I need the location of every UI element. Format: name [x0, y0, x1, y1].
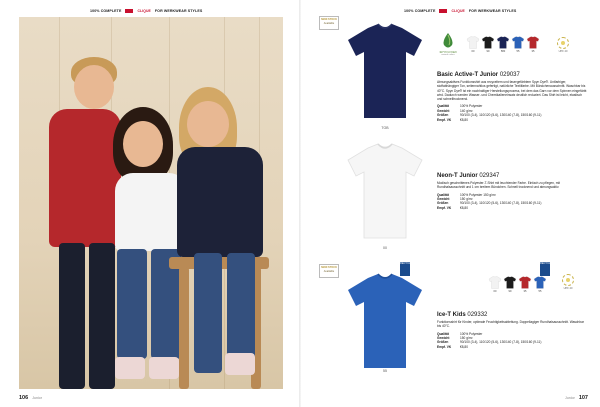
color-swatch-code: 00 [493, 290, 497, 293]
spec-key: Größen [437, 113, 449, 118]
spec-row [437, 206, 587, 210]
page-number-right: Junior 107 [565, 395, 588, 401]
spec-key: Größen [437, 340, 449, 345]
color-swatch-code: 580 [500, 50, 506, 53]
flag-icon [125, 9, 133, 14]
color-swatch[interactable] [496, 36, 510, 49]
color-swatch-codes [488, 290, 547, 293]
spec-value: €8,80 [460, 205, 468, 210]
product-specs [437, 332, 587, 350]
spec-key: Gewicht [437, 108, 450, 113]
page-number-left: 106 Junior [19, 395, 42, 401]
spec-value: €8,80 [460, 117, 468, 122]
color-swatch[interactable] [466, 36, 480, 49]
product-description: Atmungsaktives Funktionsshirt aus recyceltem und fasergefärbtem Spyn Dye®. Unifarbiger, stoffabhängiger Ton, seitennahtlos gefertigt, natürliche Textilfarbe. Mit Bündchenausschnitt. Waschbar bis 40°C. Spyn Dye® ist ein nachhaltiger Herstellungsprozess, bei dem das Garn vor dem Spinnen eingefärbt wird. Dadurch werden Wasser- und Chemikalieneinsatz deutlich reduziert. Das Shirt ist leicht, elastisch und schnelltrocknend. [437, 80, 587, 102]
page-gutter [299, 0, 301, 407]
header-brand: 100% COMPLETE [404, 9, 436, 13]
product-title: Basic Active-T Junior 029037 [437, 72, 520, 78]
sun-protection-icon [557, 37, 569, 49]
color-swatch-code: 55 [516, 50, 520, 53]
color-swatches [466, 36, 540, 49]
spec-key: Qualität [437, 104, 449, 109]
recycled-badge-icon: RECYCLED [400, 262, 410, 276]
spec-value: 140 g/m² [460, 108, 473, 113]
color-swatch[interactable] [488, 276, 502, 289]
header-mid: CLIQUE [137, 9, 151, 13]
header-brand: 100% COMPLETE [90, 9, 122, 13]
color-swatch[interactable] [518, 276, 532, 289]
color-swatch[interactable] [511, 36, 525, 49]
spyn-dyed-logo: SPYN DYED natural colour [438, 33, 458, 61]
product-ice-t-kids [437, 312, 587, 349]
color-swatch[interactable] [503, 276, 517, 289]
semi-stock-sticker: SEMI STOCK Available [319, 264, 339, 278]
product-title: Neon-T Junior 029347 [437, 173, 500, 179]
color-swatch-code: 35 [523, 290, 527, 293]
spec-key: Größen [437, 201, 449, 206]
spec-value: €8,80 [460, 344, 468, 349]
color-swatch-codes [466, 50, 540, 53]
spec-key: Empf. VK [437, 117, 452, 122]
spec-key: Gewicht [437, 336, 450, 340]
spec-row [437, 345, 587, 349]
spec-key: Qualität [437, 331, 449, 336]
color-swatch-code: 00 [471, 50, 475, 53]
color-swatch[interactable] [481, 36, 495, 49]
spec-key: Empf. VK [437, 344, 452, 349]
product-specs [437, 193, 587, 211]
header-mid: CLIQUE [451, 9, 465, 13]
header-tag: FOR WERKWEAR STYLES [468, 9, 517, 13]
flag-icon [439, 9, 447, 14]
color-swatch-code: 55 [538, 290, 542, 293]
shirt-image-white: 00 [340, 140, 430, 252]
shirt-image-navy: TOB [340, 20, 430, 132]
product-description: Funktionsshirt für Kinder, optimale Feuchtigkeitsableitung. Doppellagiger Rundhalsausschnitt. Waschbar bis 40°C. [437, 320, 584, 329]
header-tag: FOR WERKWEAR STYLES [154, 9, 203, 13]
product-title: Ice-T Kids 029332 [437, 312, 488, 318]
spec-value: 150 g/m² [460, 336, 473, 340]
color-swatch-code: 99 [486, 50, 490, 53]
header-left [90, 7, 202, 15]
product-description: Modisch geschnittenes Polyester-T-Shirt mit leuchtender Farbe. Einfach zu pflegen, mit Rundhalsausschnitt und 1 cm breitem Bündchen. Schnell trocknend und atmungsaktiv. [437, 181, 560, 190]
spec-value: 100% Polyester [460, 331, 483, 336]
spec-row [437, 118, 587, 122]
spec-value: 90/100 (3-4), 110/120 (5-6), 130/140 (7-8), 150/160 (9-11) [460, 113, 542, 118]
spec-key: Qualität [437, 192, 449, 197]
semi-stock-sticker: SEMI STOCK Available [319, 16, 339, 30]
sun-protection-icon [562, 274, 574, 286]
color-swatch[interactable] [526, 36, 540, 49]
header-right [404, 7, 516, 15]
color-swatch-code: 35 [531, 50, 535, 53]
product-neon-t [437, 173, 587, 210]
product-specs [437, 104, 587, 122]
color-swatch[interactable] [533, 276, 547, 289]
spec-value: 100% Polyester [460, 104, 483, 109]
spec-value: 90/100 (3-4), 110/120 (5-6), 130/140 (7-8), 150/160 (9-11) [460, 201, 542, 206]
spec-value: 150 g/m² [460, 197, 473, 201]
spec-value: 100% Polyester 150 g/m² [460, 192, 496, 197]
shirt-image-royal: 55 [340, 270, 430, 382]
spec-value: 90/100 (3-4), 110/120 (5-6), 130/140 (7-8), 150/160 (9-11) [460, 340, 542, 345]
kids-photo [19, 17, 283, 389]
spec-key: Empf. VK [437, 205, 452, 210]
spec-key: Gewicht [437, 197, 450, 201]
catalog-spread: 100% COMPLETE CLIQUE FOR WERKWEAR STYLES 100% COMPLETE CLIQUE FOR WERKWEAR STYLES 106 Junior Junior 107 SEMI STOCK Available TOB SPYN DYED natural colour 00 99 580 55 35 UPF 40 Basic Active-T Junior 029037 Atmungsaktives Funktionsshirt aus recyceltem und fasergefärbtem Spyn Dye®. Unifarbiger, stoffabhängiger Ton, seitennahtlos gefertigt, natürliche Textilfarbe. Mit Bündchenausschnitt. Waschbar bis 40°C. Spyn Dye® ist ein nachhaltiger Herstellungsprozess, bei dem das Garn vor dem Spinnen eingefärbt wird. Dadurch werden Wasser- und Chemikalieneinsatz deutlich reduziert. Das Shirt ist leicht, elastisch und schnelltrocknend. Qualität 100% Polyester Gewicht 140 g/m² Größen 90/100 (3-4), 110/120 (5-6), 130/140 (7-8), 150/160 (9-11) Empf. VK €8,80 00 Neon-T Junior 029347 Modisch geschnittenes Polyester-T-Shirt mit leuchtender Farbe. Einfach zu pflegen, mit Rundhalsausschnitt und 1 cm breitem Bündchen. Schnell trocknend und atmungsaktiv. Qualität 100% Polyester 150 g/m² Gewicht 150 g/m² Größen 90/100 (3-4), 110/120 (5-6), 130/140 (7-8), 150/160 (9-11) Empf. VK €8,80 SEMI STOCK Available RECYCLED 55 RECYCLED 00 99 35 55 UPF 40 Ice-T Kids 029332 Funktionsshirt für Kinder, optimale Feuchtigkeitsableitung. Doppellagiger Rundhalsausschnitt. Waschbar bis 40°C. Qualität 100% Polyester Gewicht 150 g/m² Größen 90/100 (3-4), 110/120 (5-6), 130/140 (7-8), 150/160 (9-11) Empf. VK €8,80 [0, 0, 600, 407]
color-swatch-code: 99 [508, 290, 512, 293]
color-swatches [488, 276, 547, 289]
recycled-badge-icon: RECYCLED [540, 262, 550, 276]
product-basic-active-t [437, 72, 587, 122]
